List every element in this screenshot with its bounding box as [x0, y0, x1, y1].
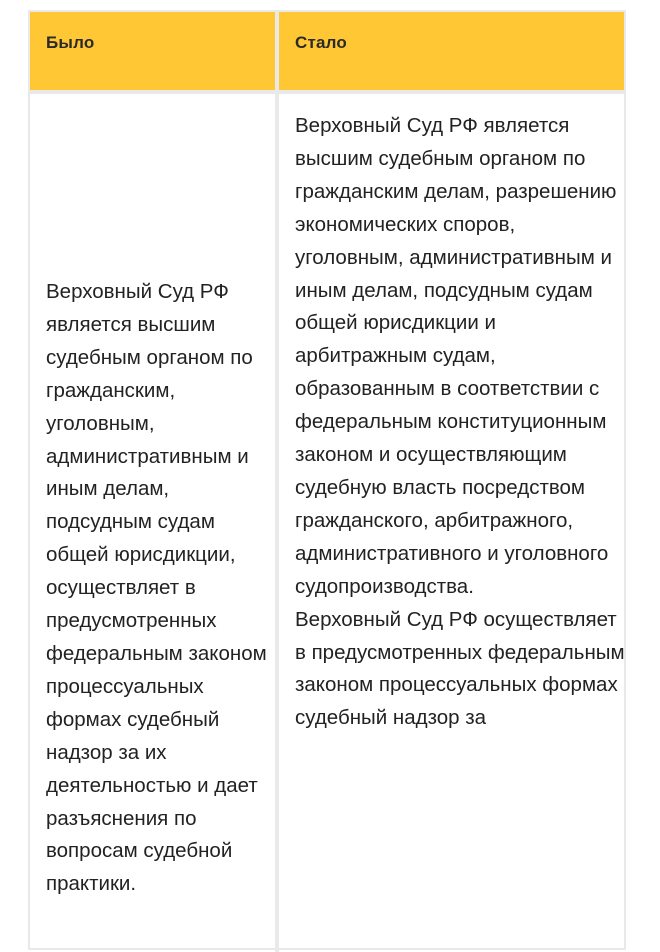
after-paragraph-1: Верховный Суд РФ является высшим судебным органом по гражданским делам, разрешению экономических споров, уголовным, административным и иным делам, подсудным судам общей юрисдикции и арбитражным судам, образованным в соответствии с федеральным конституционным законом и осуществляющим судебную власть посредством гражданского, арбитражного, административного и уголовного судопроизводства. — [295, 114, 617, 598]
cell-after-text — [295, 110, 625, 735]
header-cell-after: Стало — [279, 12, 624, 90]
header-cell-before: Было — [30, 12, 275, 90]
cell-before-text — [46, 276, 272, 901]
comparison-table — [28, 10, 626, 950]
before-paragraph: Верховный Суд РФ является высшим судебным органом по гражданским, уголовным, административным и иным делам, подсудным судам общей юрисдикции, осуществляет в предусмотренных федеральным законом процессуальных формах судебный надзор за их деятельностью и дает разъяснения по вопросам судебной практики. — [46, 280, 267, 896]
after-paragraph-2: Верховный Суд РФ осуществляет в предусмотренных федеральным законом процессуальных формах судебный надзор за — [295, 607, 625, 730]
row-divider — [30, 90, 624, 94]
column-divider — [275, 12, 279, 952]
table-header-row — [30, 12, 624, 90]
